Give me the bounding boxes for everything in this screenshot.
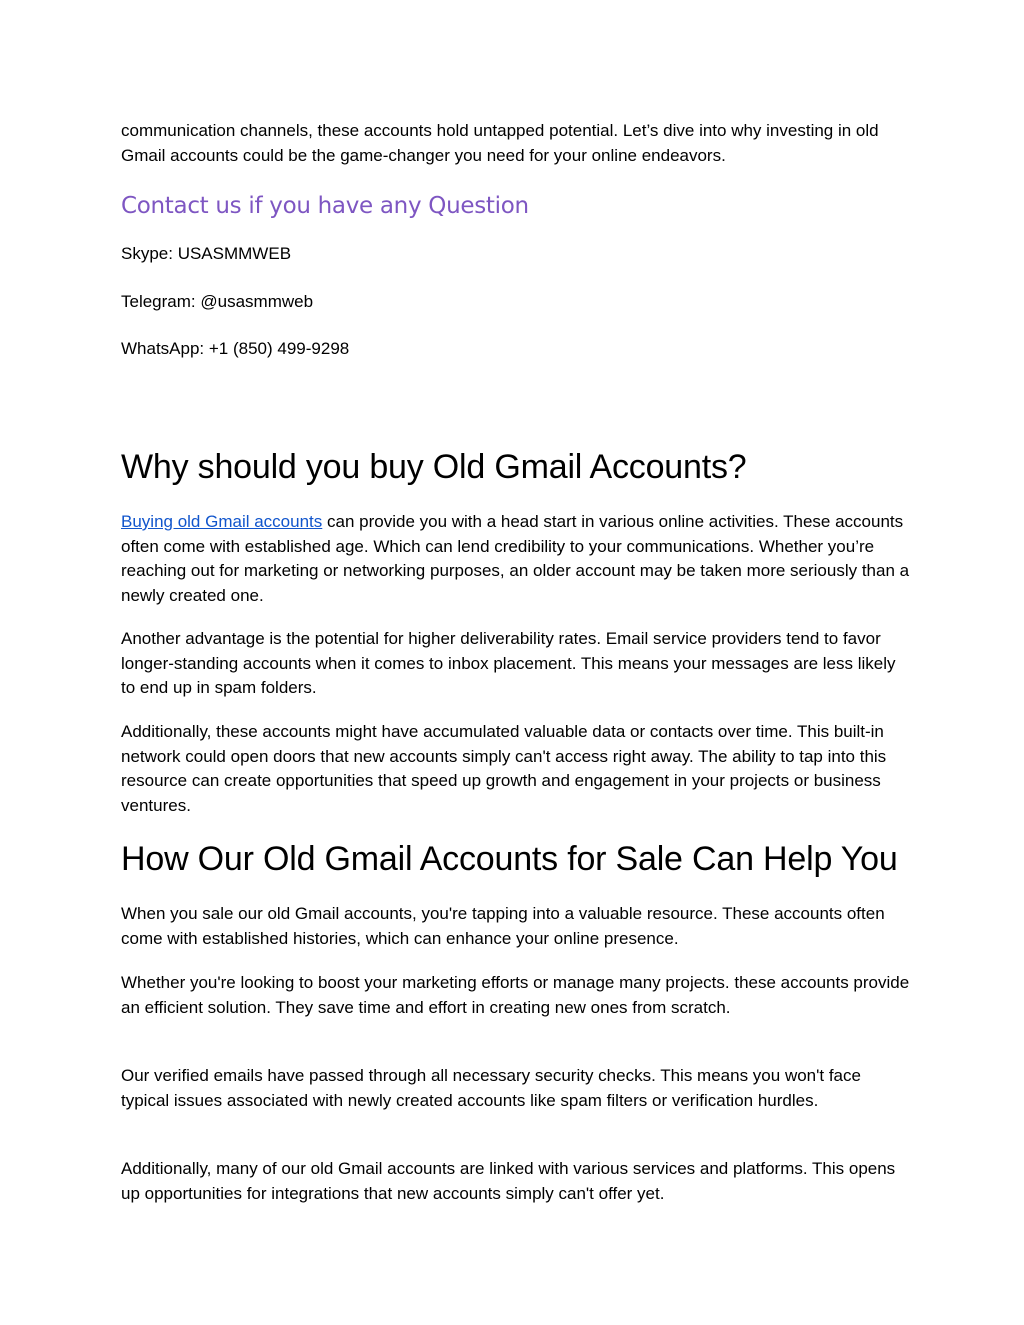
section-why-paragraph-1	[121, 510, 911, 608]
section-why-paragraph-2: Another advantage is the potential for higher deliverability rates. Email service providers tend to favor longer-standing accounts when it comes to inbox placement. This means your messages are less likely to end up in spam folders.	[121, 629, 896, 697]
contact-whatsapp: WhatsApp: +1 (850) 499-9298	[121, 339, 350, 358]
section-why-paragraph-3: Additionally, these accounts might have accumulated valuable data or contacts over time. This built-in network could open doors that new accounts simply can't access right away. The ability to tap into this resource can create opportunities that speed up growth and engagement in your projects or business ventures.	[121, 722, 887, 815]
section-how-paragraph-1: When you sale our old Gmail accounts, you're tapping into a valuable resource. These accounts often come with established histories, which can enhance your online presence.	[121, 904, 885, 948]
buying-old-gmail-link[interactable]: Buying old Gmail accounts	[121, 512, 323, 531]
contact-skype: Skype: USASMMWEB	[121, 244, 292, 263]
contact-heading: Contact us if you have any Question	[121, 193, 529, 219]
section-how-paragraph-2: Whether you're looking to boost your marketing efforts or manage many projects. these accounts provide an efficient solution. They save time and effort in creating new ones from scratch.	[121, 973, 910, 1017]
section-how-heading: How Our Old Gmail Accounts for Sale Can Help You	[121, 840, 898, 878]
intro-paragraph: communication channels, these accounts hold untapped potential. Let’s dive into why investing in old Gmail accounts could be the game-changer you need for your online endeavors.	[121, 121, 879, 165]
section-why-paragraph-1-text: can provide you with a head start in various online activities. These accounts often come with established age. Which can lend credibility to your communications. Whether you’re reaching out for marketing or networking purposes, an older account may be taken more seriously than a newly created one.	[121, 512, 910, 605]
section-why-heading: Why should you buy Old Gmail Accounts?	[121, 448, 747, 486]
section-how-paragraph-4: Additionally, many of our old Gmail accounts are linked with various services and platforms. This opens up opportunities for integrations that new accounts simply can't offer yet.	[121, 1159, 896, 1203]
section-how-paragraph-3: Our verified emails have passed through all necessary security checks. This means you won't face typical issues associated with newly created accounts like spam filters or verification hurdles.	[121, 1066, 861, 1110]
contact-telegram: Telegram: @usasmmweb	[121, 292, 314, 311]
